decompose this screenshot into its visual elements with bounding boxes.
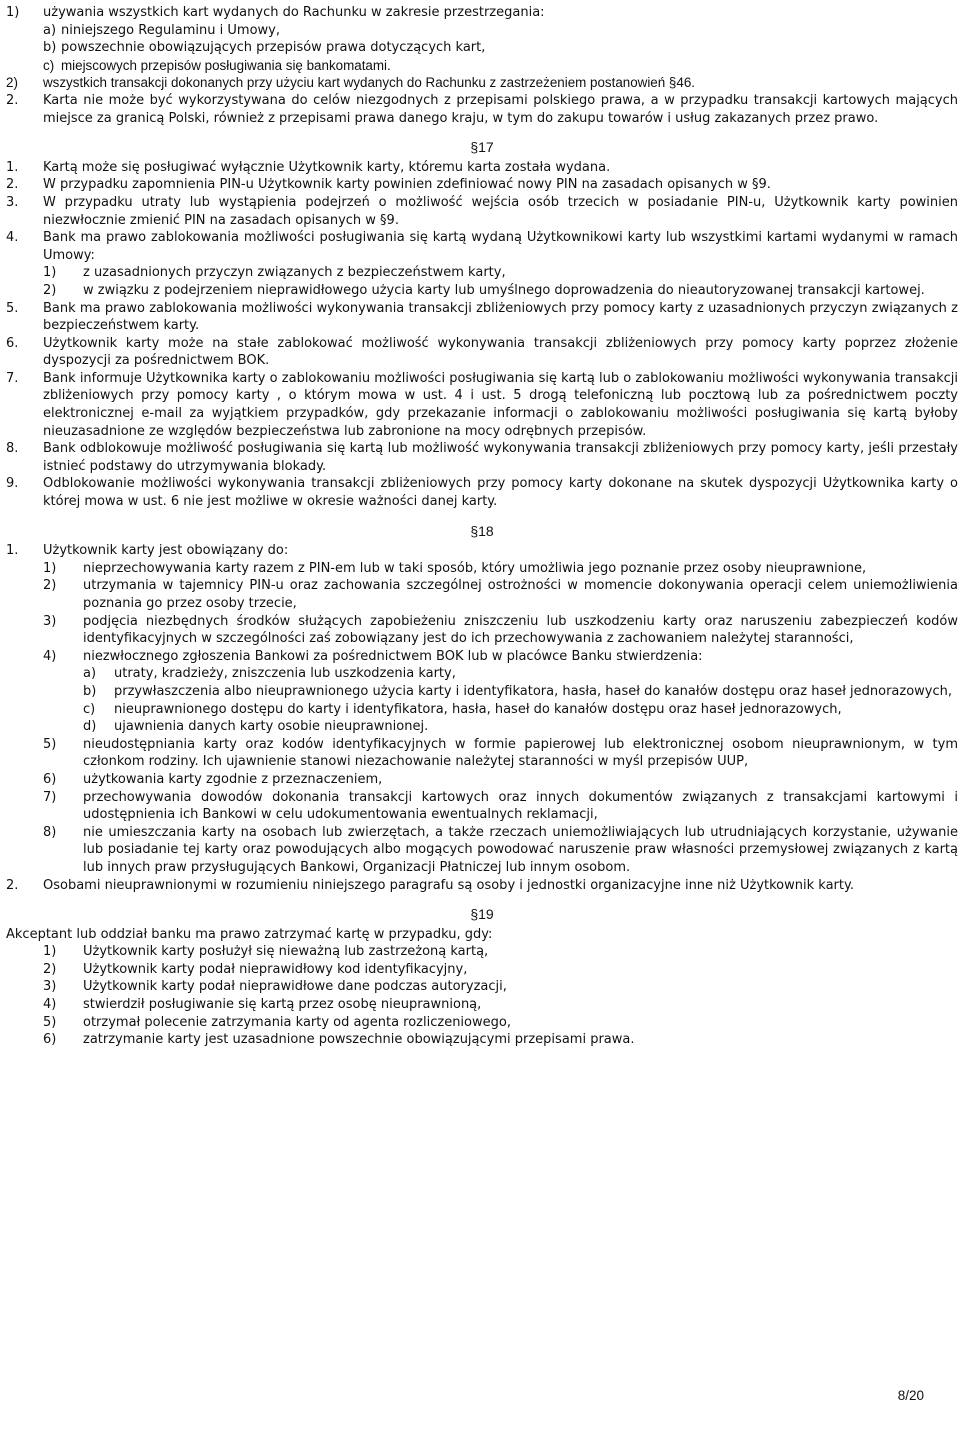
paragraph-number: 2. bbox=[6, 92, 19, 108]
item-number: 2) bbox=[43, 578, 57, 594]
item-letter: b) bbox=[83, 683, 97, 699]
list-item bbox=[6, 824, 958, 877]
section-intro: Akceptant lub oddział banku ma prawo zatrzymać kartę w przypadku, gdy: bbox=[6, 926, 493, 942]
paragraph bbox=[6, 440, 958, 475]
item-letter: b) bbox=[43, 40, 57, 56]
item-text: Użytkownik karty podał nieprawidłowy kod identyfikacyjny, bbox=[83, 961, 468, 977]
item-text: w związku z podejrzeniem nieprawidłowego użycia karty lub umyślnego doprowadzenia do nieautoryzowanej transakcji kartowej. bbox=[83, 282, 925, 298]
item-number: 4) bbox=[43, 997, 57, 1013]
item-text: Użytkownik karty podał nieprawidłowe dane podczas autoryzacji, bbox=[83, 979, 507, 995]
item-text: stwierdził posługiwanie się kartą przez osobę nieuprawnioną, bbox=[83, 997, 482, 1013]
item-number: 3) bbox=[43, 979, 57, 995]
item-number: 1) bbox=[43, 560, 57, 576]
item-letter: a) bbox=[43, 22, 57, 38]
item-text: utraty, kradzieży, zniszczenia lub uszkodzenia karty, bbox=[114, 666, 456, 682]
document-page bbox=[6, 4, 958, 1049]
item-number: 2) bbox=[6, 75, 18, 91]
item-text: miejscowych przepisów posługiwania się bankomatami. bbox=[61, 57, 391, 73]
paragraph bbox=[6, 159, 958, 177]
list-item bbox=[6, 771, 958, 789]
paragraph-text: Odblokowanie możliwości wykonywania transakcji zbliżeniowych przy pomocy karty dokonane na skutek dyspozycji Użytkownika karty o której mowa w ust. 6 nie jest możliwe w okresie ważności danej karty. bbox=[43, 476, 958, 510]
paragraph-text: Karta nie może być wykorzystywana do celów niezgodnych z przepisami polskiego prawa, a w przypadku transakcji kartowych mających miejsce za granicą Polski, również z przepisami prawa danego kraju, w tym do zakupu towarów i usług zakazanych przez prawo. bbox=[43, 92, 958, 126]
paragraph-text: W przypadku zapomnienia PIN-u Użytkownik karty powinien zdefiniować nowy PIN na zasadach opisanych w §9. bbox=[43, 177, 771, 193]
item-number: 5) bbox=[43, 736, 57, 752]
item-text: utrzymania w tajemnicy PIN-u oraz zachowania szczególnej ostrożności w momencie dokonywania operacji celem uniemożliwienia poznania go przez osoby trzecie, bbox=[83, 578, 958, 611]
item-text: podjęcia niezbędnych środków służących zapobieżeniu zniszczeniu lub uszkodzeniu karty oraz naruszeniu zabezpieczeń kodów identyfikacyjnych w szczególności zaś zobowiązany jest do ich przechowywania z zachowaniem należytej staranności, bbox=[83, 613, 958, 647]
item-number: 1) bbox=[43, 944, 57, 960]
item-text: z uzasadnionych przyczyn związanych z bezpieczeństwem karty, bbox=[83, 265, 506, 281]
list-item bbox=[6, 39, 958, 57]
paragraph-text: Użytkownik karty może na stałe zablokować możliwość wykonywania transakcji zbliżeniowych przy pomocy karty poprzez złożenie dyspozycji za pośrednictwem BOK. bbox=[43, 335, 958, 369]
item-text: otrzymał polecenie zatrzymania karty od agenta rozliczeniowego, bbox=[83, 1014, 511, 1030]
list-item bbox=[6, 683, 958, 701]
item-number: 6) bbox=[43, 771, 57, 787]
paragraph-text: Bank informuje Użytkownika karty o zablokowaniu możliwości posługiwania się kartą lub o zablokowaniu możliwości wykonywania transakcji zbliżeniowych przy pomocy karty , o którym mowa w ust. 4 i ust. 5 drogą telefoniczną lub pocztową lub za pośrednictwem poczty elektronicznej e-mail za wyjątkiem przypadków, gdy przekazanie informacji o zablokowaniu możliwości posługiwania się kartą byłoby nieuzasadnione ze względów bezpieczeństwa lub zabronione na mocy odrębnych przepisów. bbox=[43, 370, 958, 439]
item-text: nie umieszczania karty na osobach lub zwierzętach, a także rzeczach uniemożliwiających lub utrudniających korzystanie, używanie lub posiadanie tej karty oraz powodujących albo mogących powodować naruszenie praw własności przemysłowej związanych z kartą lub innych praw przysługujących Bankowi, Organizacji Płatniczej lub innym osobom. bbox=[83, 824, 958, 875]
list-item bbox=[6, 1031, 958, 1049]
item-text: używania wszystkich kart wydanych do Rachunku w zakresie przestrzegania: bbox=[43, 5, 545, 20]
section-heading: §17 bbox=[470, 139, 494, 156]
paragraph-text: Bank ma prawo zablokowania możliwości wykonywania transakcji zbliżeniowych przy pomocy karty z uzasadnionych przyczyn związanych z bezpieczeństwem karty. bbox=[43, 300, 958, 334]
item-number: 2) bbox=[43, 282, 57, 298]
item-text: przywłaszczenia albo nieuprawnionego użycia karty i identyfikatora, hasła, haseł do kanałów dostępu oraz haseł jednorazowych, bbox=[114, 683, 953, 699]
paragraph-text: Bank ma prawo zablokowania możliwości posługiwania się kartą wydaną Użytkownikowi karty lub wszystkimi kartami wydanymi w ramach Umowy: bbox=[43, 230, 958, 263]
list-item bbox=[6, 282, 958, 300]
paragraph-number: 8. bbox=[6, 441, 19, 457]
paragraph-number: 2. bbox=[6, 877, 19, 893]
list-item bbox=[6, 978, 958, 996]
item-text: wszystkich transakcji dokonanych przy użyciu kart wydanych do Rachunku z zastrzeżeniem postanowień §46. bbox=[43, 75, 695, 91]
item-text: ujawnienia danych karty osobie nieuprawnionej. bbox=[114, 719, 429, 735]
list-item bbox=[6, 560, 958, 578]
paragraph-text: Kartą może się posługiwać wyłącznie Użytkownik karty, któremu karta została wydana. bbox=[43, 159, 611, 175]
paragraph-text: Osobami nieuprawnionymi w rozumieniu niniejszego paragrafu są osoby i jednostki organizacyjne inne niż Użytkownik karty. bbox=[43, 877, 854, 893]
list-item bbox=[6, 648, 958, 666]
item-text: niniejszego Regulaminu i Umowy, bbox=[61, 22, 280, 38]
item-text: użytkowania karty zgodnie z przeznaczeniem, bbox=[83, 771, 383, 787]
paragraph bbox=[6, 229, 958, 264]
page-number: 8/20 bbox=[897, 1388, 924, 1403]
list-item bbox=[6, 1014, 958, 1032]
list-item bbox=[6, 943, 958, 961]
item-number: 1) bbox=[6, 5, 20, 20]
paragraph bbox=[6, 176, 958, 194]
paragraph bbox=[6, 335, 958, 370]
paragraph-text: Użytkownik karty jest obowiązany do: bbox=[43, 543, 289, 559]
item-number: 8) bbox=[43, 824, 57, 840]
paragraph-number: 1. bbox=[6, 543, 19, 559]
list-item bbox=[6, 701, 958, 719]
paragraph bbox=[6, 877, 958, 895]
item-text: nieprzechowywania karty razem z PIN-em lub w taki sposób, który umożliwia jego poznanie przez osoby nieuprawnione, bbox=[83, 560, 867, 576]
list-item bbox=[6, 996, 958, 1014]
item-text: przechowywania dowodów dokonania transakcji kartowych oraz innych dokumentów związanych z transakcjami kartowymi i udostępnienia ich Bankowi w celu udokumentowania ewentualnych reklamacji, bbox=[83, 789, 958, 823]
list-item bbox=[6, 57, 958, 75]
item-text: nieuprawnionego dostępu do karty i identyfikatora, hasła, haseł do kanałów dostępu oraz haseł jednorazowych, bbox=[114, 701, 842, 717]
paragraph bbox=[6, 92, 958, 127]
paragraph-text: Bank odblokowuje możliwość posługiwania się kartą lub możliwość wykonywania transakcji zbliżeniowych przy pomocy karty, jeśli przestały istnieć podstawy do utrzymywania blokady. bbox=[43, 441, 958, 474]
paragraph-number: 7. bbox=[6, 370, 19, 386]
item-letter: a) bbox=[83, 666, 97, 682]
list-item bbox=[6, 613, 958, 648]
item-text: nieudostępniania karty oraz kodów identyfikacyjnych w formie papierowej lub elektronicznej osobom nieuprawnionym, w tym członkom rodziny. Ich ujawnienie stanowi niezachowanie należytej staranności w myśl przepisów UUP, bbox=[83, 736, 958, 770]
paragraph-number: 9. bbox=[6, 476, 19, 492]
list-item bbox=[6, 789, 958, 824]
paragraph-number: 5. bbox=[6, 300, 19, 316]
paragraph-number: 3. bbox=[6, 194, 19, 210]
list-item bbox=[6, 718, 958, 736]
list-item bbox=[6, 577, 958, 612]
list-item bbox=[6, 74, 958, 92]
item-number: 6) bbox=[43, 1032, 57, 1048]
paragraph-number: 2. bbox=[6, 177, 19, 193]
paragraph-number: 4. bbox=[6, 230, 19, 246]
paragraph-number: 1. bbox=[6, 159, 19, 175]
list-item bbox=[6, 264, 958, 282]
item-text: zatrzymanie karty jest uzasadnione powszechnie obowiązującymi przepisami prawa. bbox=[83, 1032, 635, 1048]
paragraph bbox=[6, 370, 958, 440]
paragraph bbox=[6, 300, 958, 335]
item-text: niezwłocznego zgłoszenia Bankowi za pośrednictwem BOK lub w placówce Banku stwierdzenia: bbox=[83, 648, 703, 664]
section-heading: §19 bbox=[470, 906, 494, 923]
item-letter: d) bbox=[83, 719, 97, 735]
list-item bbox=[6, 4, 958, 22]
item-text: powszechnie obowiązujących przepisów prawa dotyczących kart, bbox=[61, 40, 486, 56]
paragraph bbox=[6, 475, 958, 510]
item-letter: c) bbox=[43, 57, 55, 73]
item-text: Użytkownik karty posłużył się nieważną lub zastrzeżoną kartą, bbox=[83, 944, 489, 960]
item-number: 7) bbox=[43, 789, 57, 805]
list-item bbox=[6, 665, 958, 683]
list-item bbox=[6, 961, 958, 979]
section-heading: §18 bbox=[470, 522, 494, 539]
item-number: 1) bbox=[43, 265, 57, 281]
list-item bbox=[6, 736, 958, 771]
item-number: 4) bbox=[43, 648, 57, 664]
item-number: 5) bbox=[43, 1014, 57, 1030]
paragraph-text: W przypadku utraty lub wystąpienia podejrzeń o możliwość wejścia osób trzecich w posiadanie PIN-u, Użytkownik karty powinien niezwłocznie zmienić PIN na zasadach opisanych w §9. bbox=[43, 194, 958, 228]
item-number: 3) bbox=[43, 613, 57, 629]
paragraph bbox=[6, 542, 958, 560]
item-number: 2) bbox=[43, 961, 57, 977]
item-letter: c) bbox=[83, 701, 96, 717]
list-item bbox=[6, 22, 958, 40]
paragraph-number: 6. bbox=[6, 335, 19, 351]
paragraph bbox=[6, 194, 958, 229]
